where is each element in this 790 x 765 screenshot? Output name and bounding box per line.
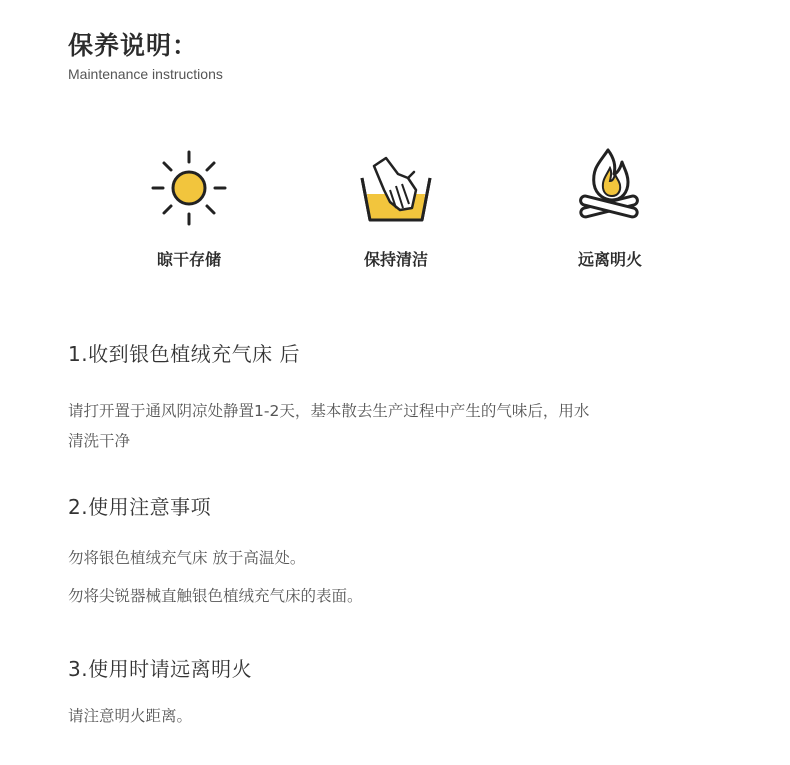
section-2-text	[68, 543, 748, 611]
section-2-line-1: 勿将银色植绒充气床 放于高温处。	[68, 549, 306, 567]
section-1-line-2: 清洗干净	[68, 432, 131, 450]
care-item-dry	[149, 148, 229, 228]
care-label-fire: 远离明火	[577, 250, 642, 269]
section-2-line-2: 勿将尖锐器械直触银色植绒充气床的表面。	[68, 587, 363, 605]
care-item-fire	[570, 146, 650, 226]
campfire-icon	[570, 146, 650, 226]
section-1-title: 1.收到银色植绒充气床 后	[68, 342, 300, 366]
care-label-dry: 晾干存储	[156, 250, 221, 269]
section-1-text	[68, 396, 748, 456]
section-3-text	[68, 701, 748, 731]
section-3-title: 3.使用时请远离明火	[68, 657, 253, 681]
sun-icon	[149, 148, 229, 228]
hand-wash-icon	[356, 150, 436, 230]
section-1-line-1: 请打开置于通风阴凉处静置1-2天，基本散去生产过程中产生的气味后，用水	[68, 402, 590, 420]
section-3-line-1: 请注意明火距离。	[68, 707, 193, 725]
care-item-clean	[356, 150, 436, 230]
care-label-clean: 保持清洁	[363, 250, 428, 269]
page-title: 保养说明：	[68, 31, 199, 60]
section-2-title: 2.使用注意事项	[68, 495, 212, 519]
page-subtitle: Maintenance instructions	[68, 66, 223, 82]
